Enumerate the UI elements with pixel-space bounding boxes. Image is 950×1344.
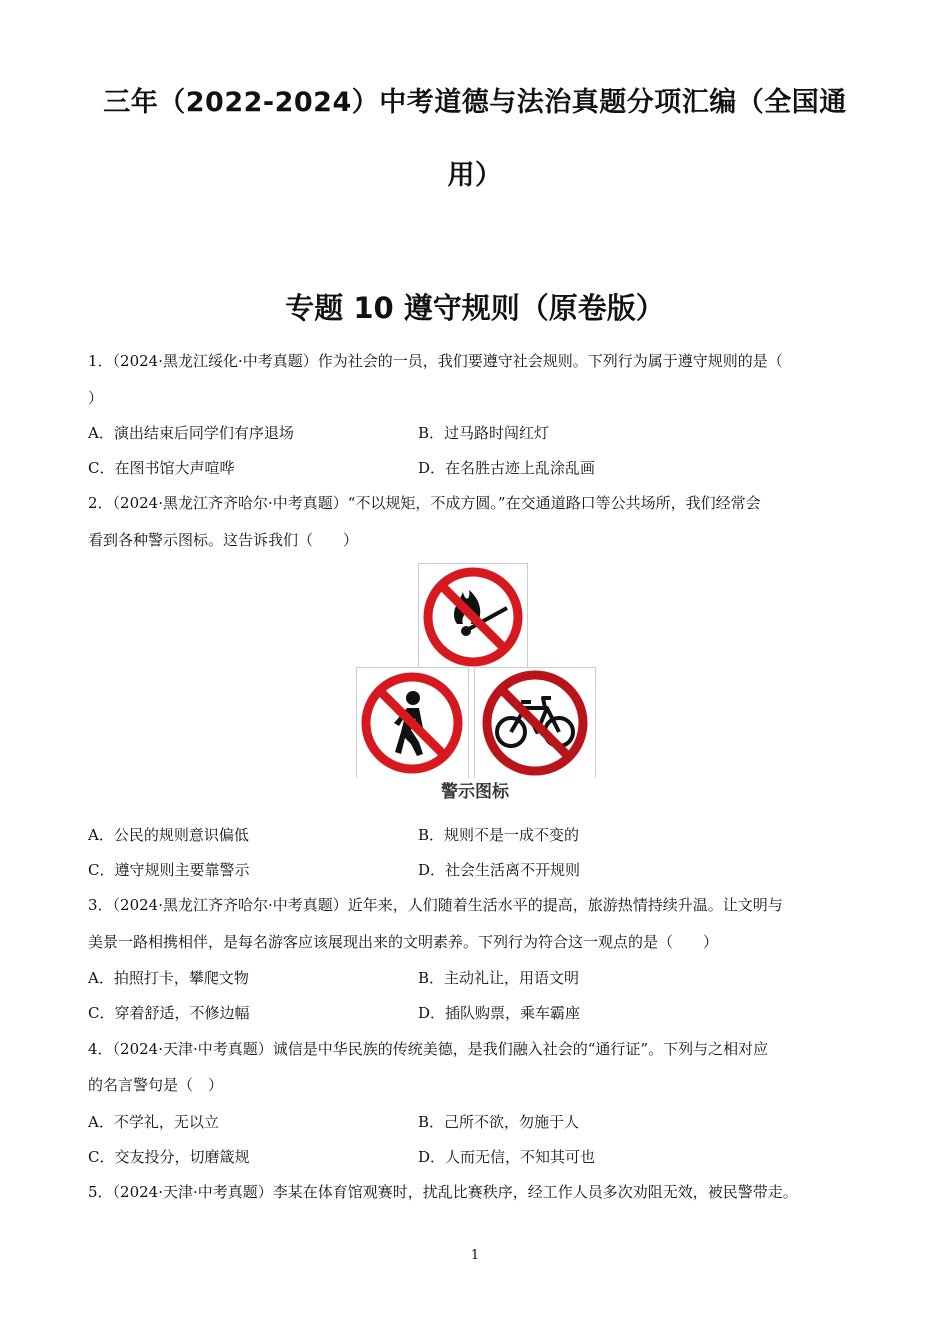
question-1-line-1: 1．（2024·黑龙江绥化·中考真题）作为社会的一员，我们要遵守社会规则。下列行为属于遵守规则的是（ xyxy=(88,352,783,370)
figure-caption: 警示图标 xyxy=(441,782,509,802)
question-1-option-d: D．在名胜古迹上乱涂乱画 xyxy=(418,459,596,477)
question-3-line-1: 3．（2024·黑龙江齐齐哈尔·中考真题）近年来，人们随着生活水平的提高，旅游热情持续升温。让文明与 xyxy=(88,896,783,914)
page-number: 1 xyxy=(470,1248,480,1263)
question-5-line-1: 5．（2024·天津·中考真题）李某在体育馆观赛时，扰乱比赛秩序，经工作人员多次劝阻无效，被民警带走。 xyxy=(88,1183,798,1201)
document-title-line-1: 三年（2022-2024）中考道德与法治真题分项汇编（全国通 xyxy=(103,87,847,118)
question-3-option-c: C．穿着舒适，不修边幅 xyxy=(88,1004,250,1022)
question-4-option-a: A．不学礼，无以立 xyxy=(88,1113,219,1131)
question-1-option-b: B．过马路时闯红灯 xyxy=(418,424,550,442)
question-2-line-2: 看到各种警示图标。这告诉我们（ ） xyxy=(88,531,359,549)
document-title-line-2: 用） xyxy=(447,160,503,191)
no-bicycle-icon xyxy=(475,668,595,778)
question-1-option-c: C．在图书馆大声喧哗 xyxy=(88,459,235,477)
question-2-option-b: B．规则不是一成不变的 xyxy=(418,826,580,844)
sign-frame-left xyxy=(356,667,469,778)
question-2-option-a: A．公民的规则意识偏低 xyxy=(88,826,249,844)
question-2-line-1: 2．（2024·黑龙江齐齐哈尔·中考真题）“不以规矩，不成方圆。”在交通道路口等公共场所，我们经常会 xyxy=(88,494,761,512)
question-4-option-b: B．己所不欲，勿施于人 xyxy=(418,1113,580,1131)
question-4-line-1: 4．（2024·天津·中考真题）诚信是中华民族的传统美德，是我们融入社会的“通行证”。下列与之相对应 xyxy=(88,1040,769,1058)
no-fire-icon xyxy=(419,564,527,668)
question-3-line-2: 美景一路相携相伴，是每名游客应该展现出来的文明素养。下列行为符合这一观点的是（ ） xyxy=(88,933,719,951)
no-pedestrian-icon xyxy=(357,668,468,778)
topic-title: 专题 10 遵守规则（原卷版） xyxy=(285,291,665,325)
question-4-option-d: D．人而无信，不知其可也 xyxy=(418,1148,596,1166)
sign-frame-right xyxy=(474,667,596,778)
question-2-option-d: D．社会生活离不开规则 xyxy=(418,861,581,879)
question-3-option-b: B．主动礼让，用语文明 xyxy=(418,969,580,987)
question-3-option-a: A．拍照打卡，攀爬文物 xyxy=(88,969,249,987)
question-4-option-c: C．交友投分，切磨箴规 xyxy=(88,1148,250,1166)
question-4-line-2: 的名言警句是（ ） xyxy=(88,1076,224,1094)
question-2-option-c: C．遵守规则主要靠警示 xyxy=(88,861,250,879)
question-1-option-a: A．演出结束后同学们有序退场 xyxy=(88,424,294,442)
question-1-line-2: ） xyxy=(88,389,104,407)
sign-frame-top xyxy=(418,563,528,668)
question-3-option-d: D．插队购票，乘车霸座 xyxy=(418,1004,581,1022)
